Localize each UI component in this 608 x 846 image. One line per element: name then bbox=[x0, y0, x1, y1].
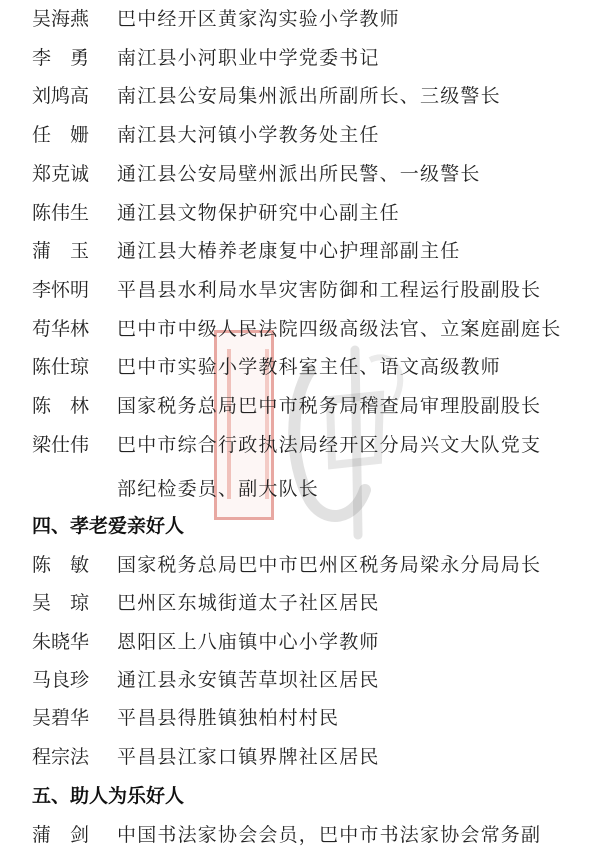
list-item bbox=[0, 155, 608, 193]
person-name: 陈仕琼 bbox=[32, 356, 90, 379]
list-item bbox=[0, 426, 608, 464]
person-name: 梁仕伟 bbox=[32, 433, 90, 456]
person-name: 陈 林 bbox=[32, 395, 90, 417]
continuation-text: 部纪检委员、副大队长 bbox=[117, 478, 320, 500]
list-item bbox=[0, 584, 608, 622]
list-item bbox=[0, 194, 608, 232]
person-description: 通江县文物保护研究中心副主任 bbox=[117, 201, 400, 224]
list-item bbox=[0, 738, 608, 776]
list-item bbox=[0, 816, 608, 846]
list-item bbox=[0, 623, 608, 661]
person-name: 任 姗 bbox=[32, 124, 90, 147]
person-description: 南江县小河职业中学党委书记 bbox=[117, 46, 380, 69]
person-name: 蒲 剑 bbox=[32, 824, 90, 846]
list-item bbox=[0, 348, 608, 386]
list-item bbox=[0, 271, 608, 309]
person-description: 国家税务总局巴中市税务局稽查局审理股副股长 bbox=[117, 395, 542, 417]
person-description: 巴中市实验小学教科室主任、语文高级教师 bbox=[117, 356, 501, 379]
list-item bbox=[0, 116, 608, 154]
person-description: 巴中经开区黄家沟实验小学教师 bbox=[117, 8, 400, 30]
list-item bbox=[0, 310, 608, 348]
section5-heading: 五、助人为乐好人 bbox=[32, 785, 185, 807]
person-name: 蒲 玉 bbox=[32, 240, 90, 263]
person-description: 平昌县江家口镇界牌社区居民 bbox=[117, 745, 380, 768]
person-description: 国家税务总局巴中市巴州区税务局梁永分局局长 bbox=[117, 554, 542, 576]
person-name: 马良珍 bbox=[32, 668, 90, 691]
person-name: 刘鸠高 bbox=[32, 85, 90, 108]
continuation-row bbox=[0, 470, 608, 508]
person-description: 通江县永安镇苦草坝社区居民 bbox=[117, 668, 380, 691]
person-name: 苟华林 bbox=[32, 317, 90, 340]
person-name: 程宗法 bbox=[32, 745, 90, 768]
list-item bbox=[0, 699, 608, 737]
person-description: 南江县大河镇小学教务处主任 bbox=[117, 124, 380, 147]
person-description: 恩阳区上八庙镇中心小学教师 bbox=[117, 630, 380, 653]
person-name: 朱晓华 bbox=[32, 630, 90, 653]
section4-heading: 四、孝老爱亲好人 bbox=[32, 515, 185, 537]
person-description: 通江县大椿养老康复中心护理部副主任 bbox=[117, 240, 461, 263]
list-item bbox=[0, 232, 608, 270]
person-name: 吴 琼 bbox=[32, 592, 90, 615]
person-description: 通江县公安局壁州派出所民警、一级警长 bbox=[117, 162, 481, 185]
person-description: 巴中市中级人民法院四级高级法官、立案庭副庭长 bbox=[117, 317, 562, 340]
list-item bbox=[0, 387, 608, 425]
person-name: 陈伟生 bbox=[32, 201, 90, 224]
person-description: 中国书法家协会会员，巴中市书法家协会常务副 bbox=[117, 824, 542, 846]
person-name: 陈 敏 bbox=[32, 554, 90, 576]
list-item bbox=[0, 661, 608, 699]
person-description: 平昌县得胜镇独柏村村民 bbox=[117, 707, 340, 730]
person-description: 南江县公安局集州派出所副所长、三级警长 bbox=[117, 85, 501, 108]
list-item bbox=[0, 77, 608, 115]
person-description: 平昌县水利局水旱灾害防御和工程运行股副股长 bbox=[117, 278, 542, 301]
person-name: 郑克诚 bbox=[32, 162, 90, 185]
person-name: 吴碧华 bbox=[32, 707, 90, 730]
person-description: 巴中市综合行政执法局经开区分局兴文大队党支 bbox=[117, 433, 542, 456]
person-name: 李 勇 bbox=[32, 46, 90, 69]
list-item bbox=[0, 0, 608, 38]
person-description: 巴州区东城街道太子社区居民 bbox=[117, 592, 380, 615]
list-item bbox=[0, 39, 608, 77]
person-name: 李怀明 bbox=[32, 278, 90, 301]
person-name: 吴海燕 bbox=[32, 8, 90, 30]
list-item bbox=[0, 546, 608, 584]
